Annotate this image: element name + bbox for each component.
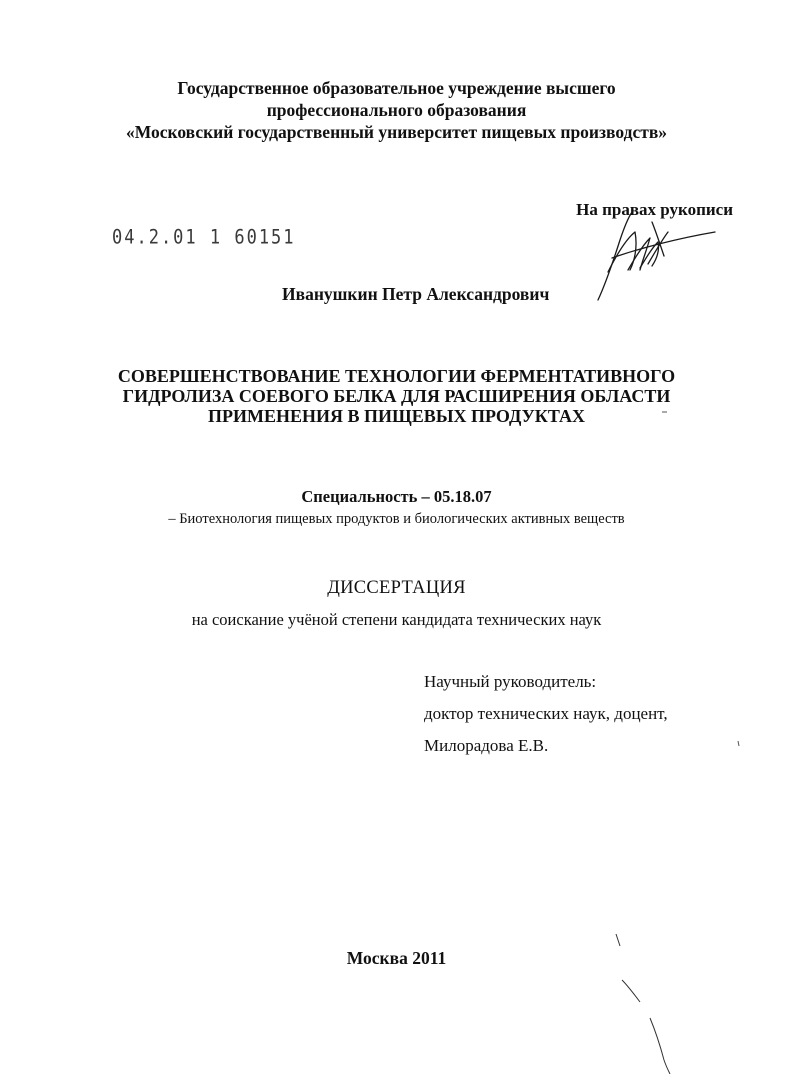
signature-icon <box>598 212 715 300</box>
supervisor-credentials: доктор технических наук, доцент, <box>424 704 668 723</box>
scan-artifact <box>622 980 640 1002</box>
specialty-description: – Биотехнология пищевых продуктов и биологических активных веществ <box>168 511 625 527</box>
institution-line-2: профессионального образования <box>266 100 527 120</box>
specialty-label: Специальность – 05.18.07 <box>301 487 492 506</box>
document-type: ДИССЕРТАЦИЯ <box>327 578 466 598</box>
author-name: Иванушкин Петр Александрович <box>282 284 550 304</box>
scan-artifact <box>616 934 620 946</box>
institution-line-3: «Московский государственный университет пищевых производств» <box>125 122 668 142</box>
stray-mark <box>738 741 739 746</box>
title-line-1: СОВЕРШЕНСТВОВАНИЕ ТЕХНОЛОГИИ ФЕРМЕНТАТИВНОГО <box>117 366 676 386</box>
title-line-3: ПРИМЕНЕНИЯ В ПИЩЕВЫХ ПРОДУКТАХ <box>208 406 585 426</box>
archive-stamp: 04.2.01 1 60151 <box>112 226 296 249</box>
institution-line-1: Государственное образовательное учреждение высшего <box>177 78 616 98</box>
city-year: Москва 2011 <box>346 948 447 968</box>
scan-artifact <box>650 1018 670 1074</box>
title-line-2: ГИДРОЛИЗА СОЕВОГО БЕЛКА ДЛЯ РАСШИРЕНИЯ ОБЛАСТИ <box>122 386 671 406</box>
degree-line: на соискание учёной степени кандидата технических наук <box>191 610 602 629</box>
supervisor-heading: Научный руководитель: <box>424 672 597 691</box>
supervisor-name: Милорадова Е.В. <box>424 736 549 755</box>
manuscript-rights: На правах рукописи <box>576 200 733 219</box>
